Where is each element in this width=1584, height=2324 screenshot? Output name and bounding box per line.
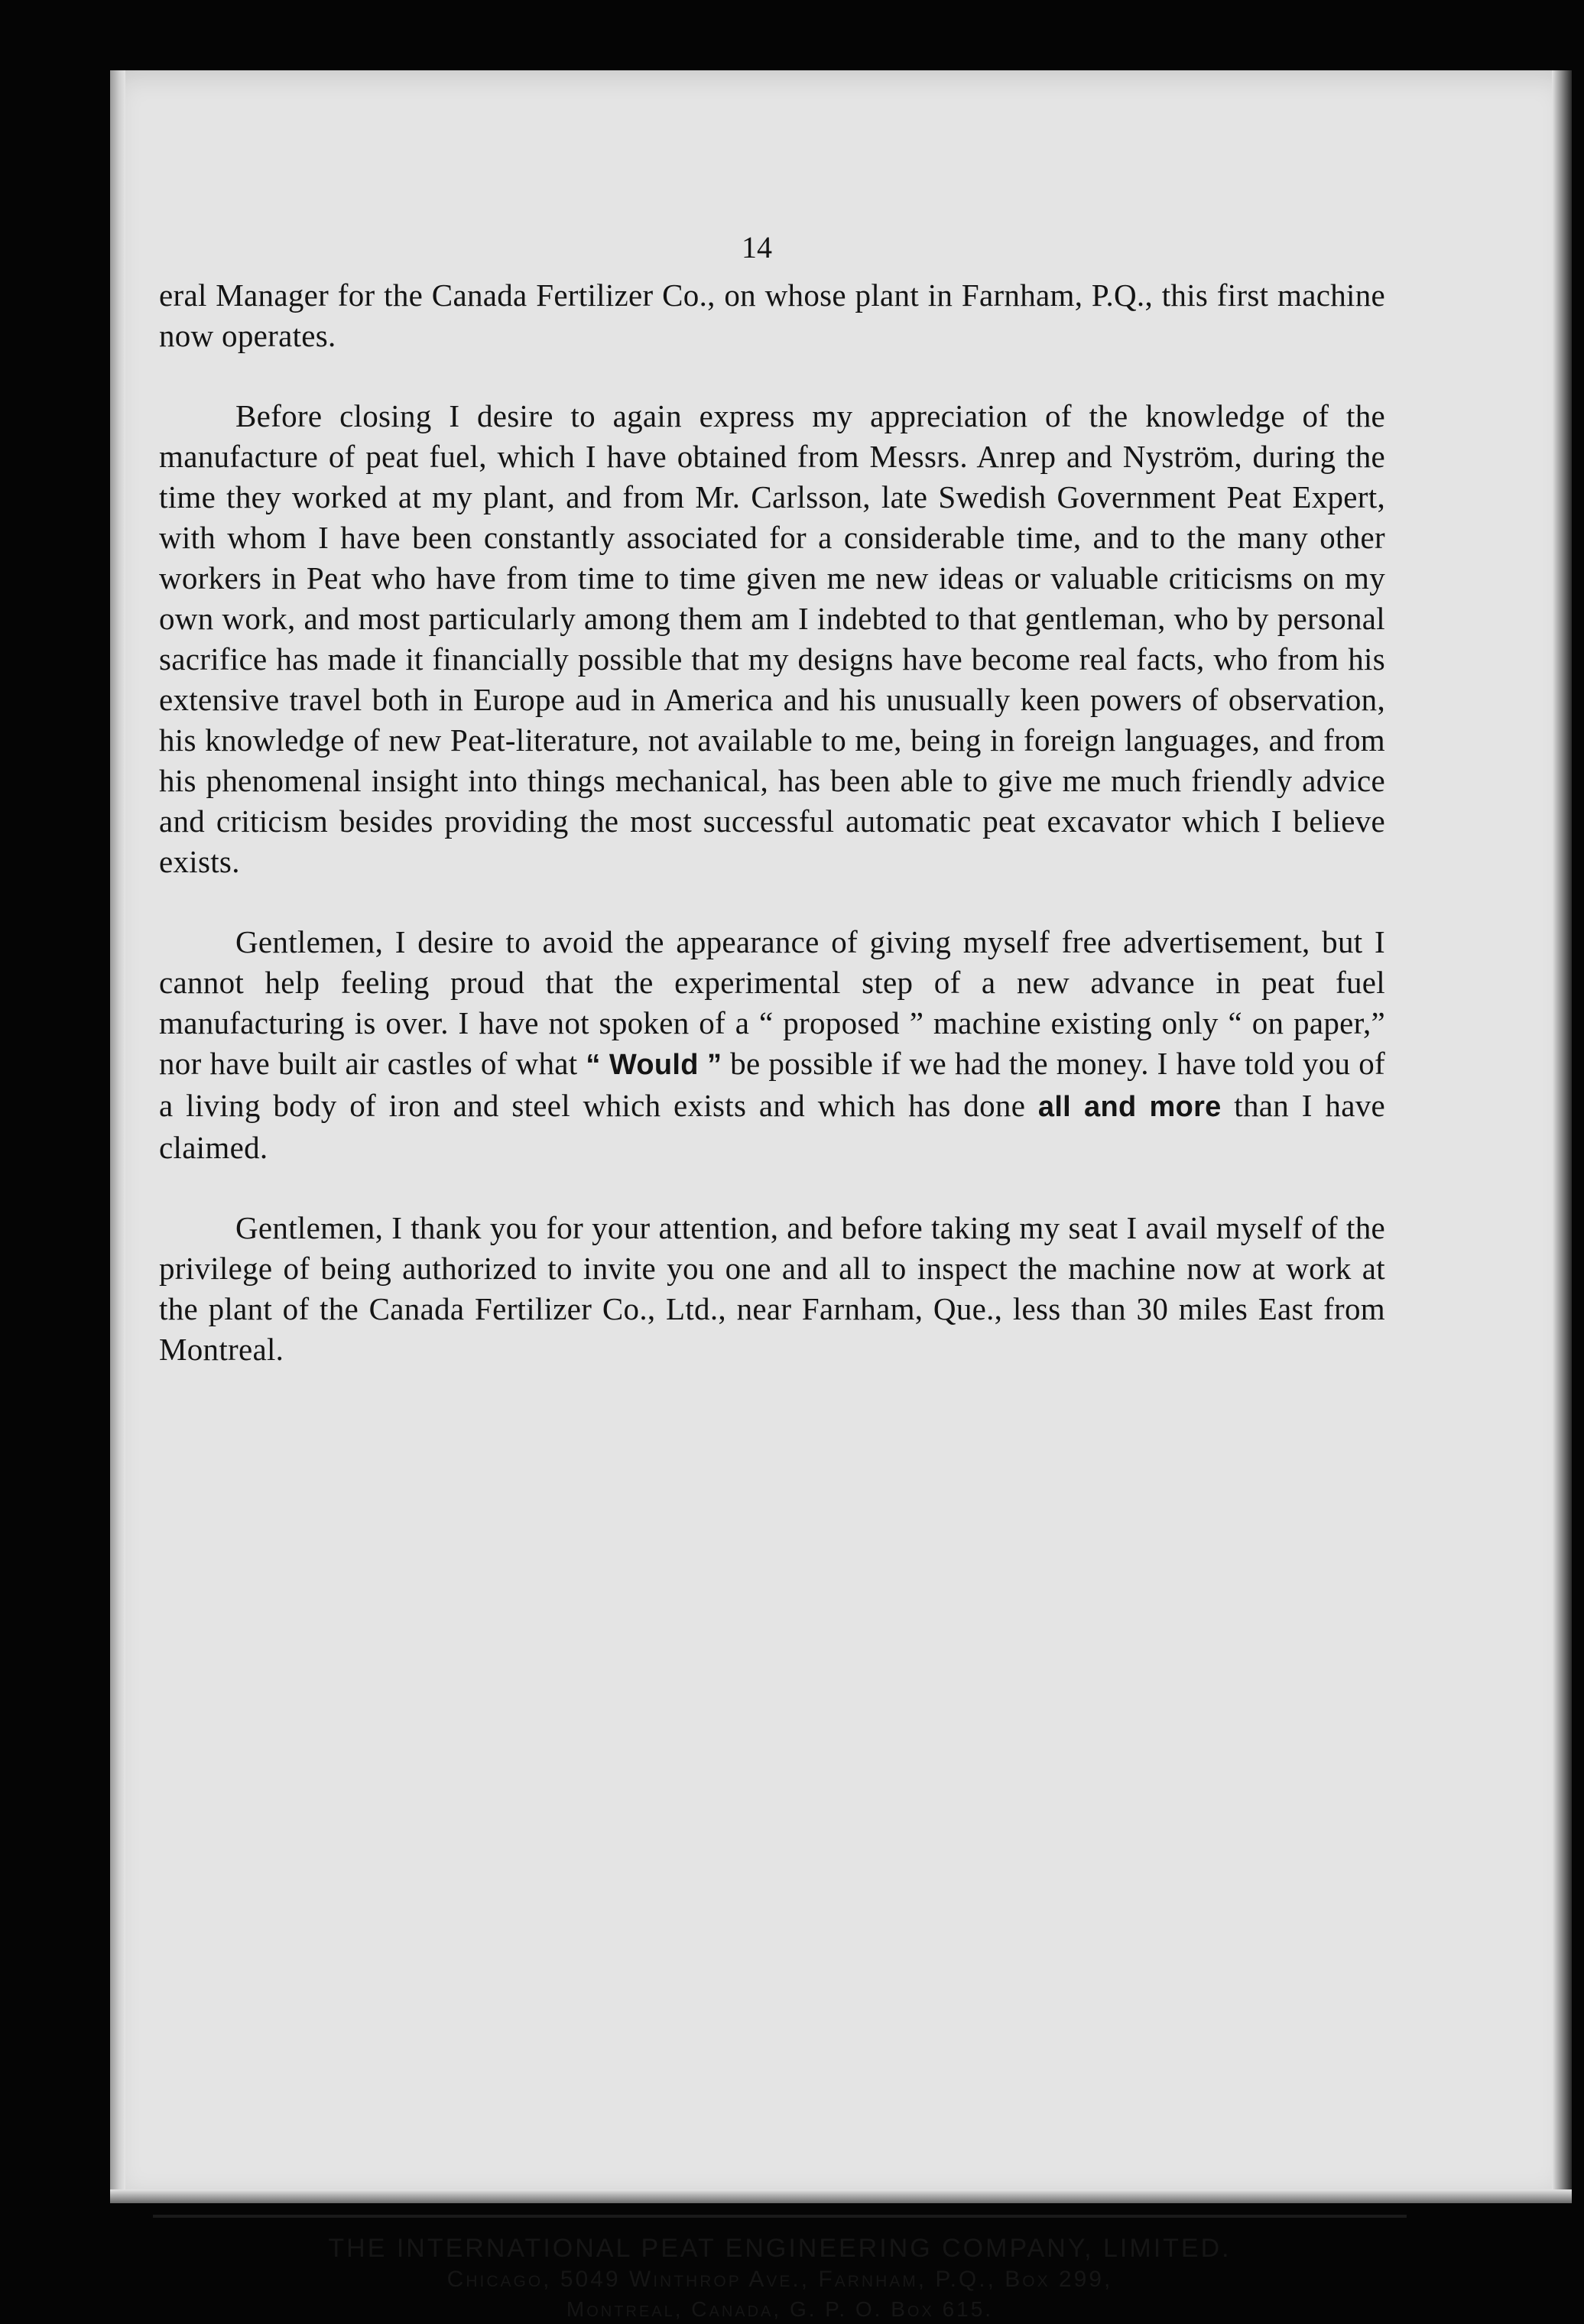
paragraph-text-segment: than I have claimed. xyxy=(159,1088,1385,1165)
paragraph-appreciation: Before closing I desire to again express my appreciation of the knowledge of the manufacture of peat fuel, which I have obtained from Messrs. Anrep and Nyström, during the time they worked at my plant, and from Mr. Carlsson, late Swedish Government Peat Expert, with whom I have been constantly associated for a considerable time, and to the many other workers in Peat who have from time to time given me new ideas or valuable criticisms on my own work, and most particularly among them am I indebted to that gentleman, who by personal sacrifice has made it financially possible that my designs have become real facts, who from his extensive travel both in Europe aud in America and his unusually keen powers of observation, his knowledge of new Peat-literature, not available to me, being in foreign languages, and from his phenomenal insight into things mechanical, has been able to give me much friendly advice and criticism besides providing the most successful automatic peat excavator which I believe exists. xyxy=(159,398,1385,879)
paragraph-continuation: eral Manager for the Canada Fertilizer Co., on whose plant in Farnham, P.Q., this first machine now operates. xyxy=(159,278,1385,353)
bold-would: “ Would ” xyxy=(586,1049,722,1081)
page-left-edge xyxy=(110,70,125,2203)
paragraph-text-segment: Gentlemen, I desire to avoid the appearance of giving myself free advertisement, but I cannot help feeling proud that the experimental step of a new advance in peat fuel manufacturing is over. I have not spoken of a “ proposed ” machine existing only “ on paper,” nor have built air castles of what xyxy=(159,924,1385,1081)
footer-divider xyxy=(153,2215,1407,2218)
paragraph-advertisement xyxy=(159,922,1385,1168)
page-number: 14 xyxy=(742,230,772,265)
page-bottom-edge xyxy=(110,2189,1572,2203)
footer xyxy=(153,2232,1407,2324)
page-right-edge xyxy=(1552,70,1572,2203)
bold-all-and-more: all and more xyxy=(1037,1091,1222,1123)
footer-address-montreal: Montreal, Canada, G. P. O. Box 615. xyxy=(566,2297,994,2321)
paragraph-invitation: Gentlemen, I thank you for your attention, and before taking my seat I avail myself of the privilege of being authorized to invite you one and all to inspect the machine now at work at the plant of the Canada Fertilizer Co., Ltd., near Farnham, Que., less than 30 miles East from Montreal. xyxy=(159,1210,1385,1367)
footer-company-name: THE INTERNATIONAL PEAT ENGINEERING COMPANY, LIMITED. xyxy=(328,2234,1232,2263)
body-text xyxy=(159,275,1385,1410)
paragraph-text-segment: be possible if we had the money. I have told you of a living body of iron and steel which exists and which has done xyxy=(159,1046,1385,1123)
footer-address-chicago: Chicago, 5049 Winthrop Ave., Farnham, P.Q., Box 299, xyxy=(446,2267,1113,2292)
